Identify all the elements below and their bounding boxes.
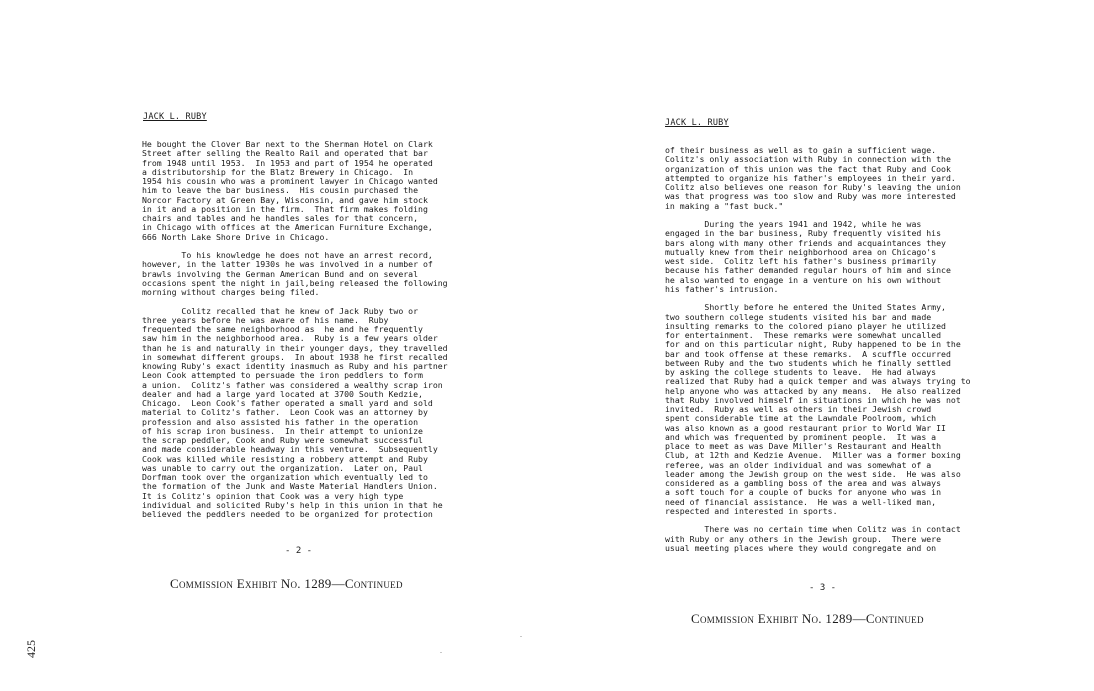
right-page-caption: Commission Exhibit No. 1289—Continued (691, 611, 924, 626)
scan-speck (440, 652, 442, 653)
right-page-body: of their business as well as to gain a sufficient wage. Colitz's only association with Ruby in connection with the organization of this union was the fact that Ruby and Cook attempted to organize his father's employees in their yard. Colitz also believes one reason for Ruby's leaving the union was that progress was too slow and Ruby was more interested in making a "fast buck." During the years 1941 and 1942, while he was engaged in the bar business, Ruby frequently visited his bars along with many other friends and acquaintances they mutually knew from their neighborhood area on Chicago's west side. Colitz left his father's business primarily because his father demanded regular hours of him and since he also wanted to engage in a venture on his own without his father's intrusion. Shortly before he entered the United States Army, two southern college students visited his bar and made insulting remarks to the colored piano player he utilized for entertainment. These remarks were somewhat uncalled for and on this particular night, Ruby happened to be in the bar and took offense at these remarks. A scuffle occurred between Ruby and the two students which he finally settled by asking the college students to leave. He had always realized that Ruby had a quick temper and was always trying to help anyone who was attacked by any means. He also realized that Ruby involved himself in situations in which he was not invited. Ruby as well as others in their Jewish crowd spent considerable time at the Lawndale Poolroom, which was also known as a good restaurant prior to World War II and which was frequented by prominent people. It was a place to meet as was Dave Miller's Restaurant and Health Club, at 12th and Kedzie Avenue. Miller was a former boxing referee, was an older individual and was somewhat of a leader among the Jewish group on the west side. He was also considered as a gambling boss of the area and was always a soft touch for a couple of bucks for anyone who was in need of financial assistance. He was a well-liked man, respected and interested in sports. There was no certain time when Colitz was in contact with Ruby or any others in the Jewish group. There were usual meeting places where they would congregate and on (665, 145, 971, 553)
left-page-heading: JACK L. RUBY (143, 112, 207, 122)
left-page-number: - 2 - (285, 546, 313, 556)
scan-speck (520, 636, 522, 637)
right-page-heading: JACK L. RUBY (665, 118, 729, 128)
left-page-body: He bought the Clover Bar next to the Sherman Hotel on Clark Street after selling the Realto Rail and operated that bar from 1948 until 1953. In 1953 and part of 1954 he operated a distributorship for the Blatz Brewery in Chicago. In 1954 his cousin who was a prominent lawyer in Chicago wanted him to leave the bar business. His cousin purchased the Norcor Factory at Green Bay, Wisconsin, and gave him stock in it and a position in the firm. That firm makes folding chairs and tables and he handles sales for that concern, in Chicago with offices at the American Furniture Exchange, 666 North Lake Shore Drive in Chicago. To his knowledge he does not have an arrest record, however, in the latter 1930s he was involved in a number of brawls involving the German American Bund and on several occasions spent the night in jail,being released the following morning without charges being filed. Colitz recalled that he knew of Jack Ruby two or three years before he was aware of his name. Ruby frequented the same neighborhood as he and he frequently saw him in the neighborhood area. Ruby is a few years older than he is and naturally in their younger days, they travelled in somewhat different groups. In about 1938 he first recalled knowing Ruby's exact identity inasmuch as Ruby and his partner Leon Cook attempted to persuade the iron peddlers to form a union. Colitz's father was considered a wealthy scrap iron dealer and had a large yard located at 3700 South Kedzie, Chicago. Leon Cook's father operated a small yard and sold material to Colitz's father. Leon Cook was an attorney by profession and also assisted his father in the operation of his scrap iron business. In their attempt to unionize the scrap peddler, Cook and Ruby were somewhat successful and made considerable headway in this venture. Subsequently Cook was killed while resisting a robbery attempt and Ruby was unable to carry out the organization. Later on, Paul Dorfman took over the organization which eventually led to the formation of the Junk and Waste Material Handlers Union. It is Colitz's opinion that Cook was a very high type individual and solicited Ruby's help in this union in that he believed the peddlers needed to be organized for protection (142, 139, 448, 519)
left-page-caption: Commission Exhibit No. 1289—Continued (170, 576, 403, 591)
right-page (547, 0, 1094, 691)
volume-page-number: 425 (24, 640, 38, 658)
right-page-number: - 3 - (809, 583, 837, 593)
